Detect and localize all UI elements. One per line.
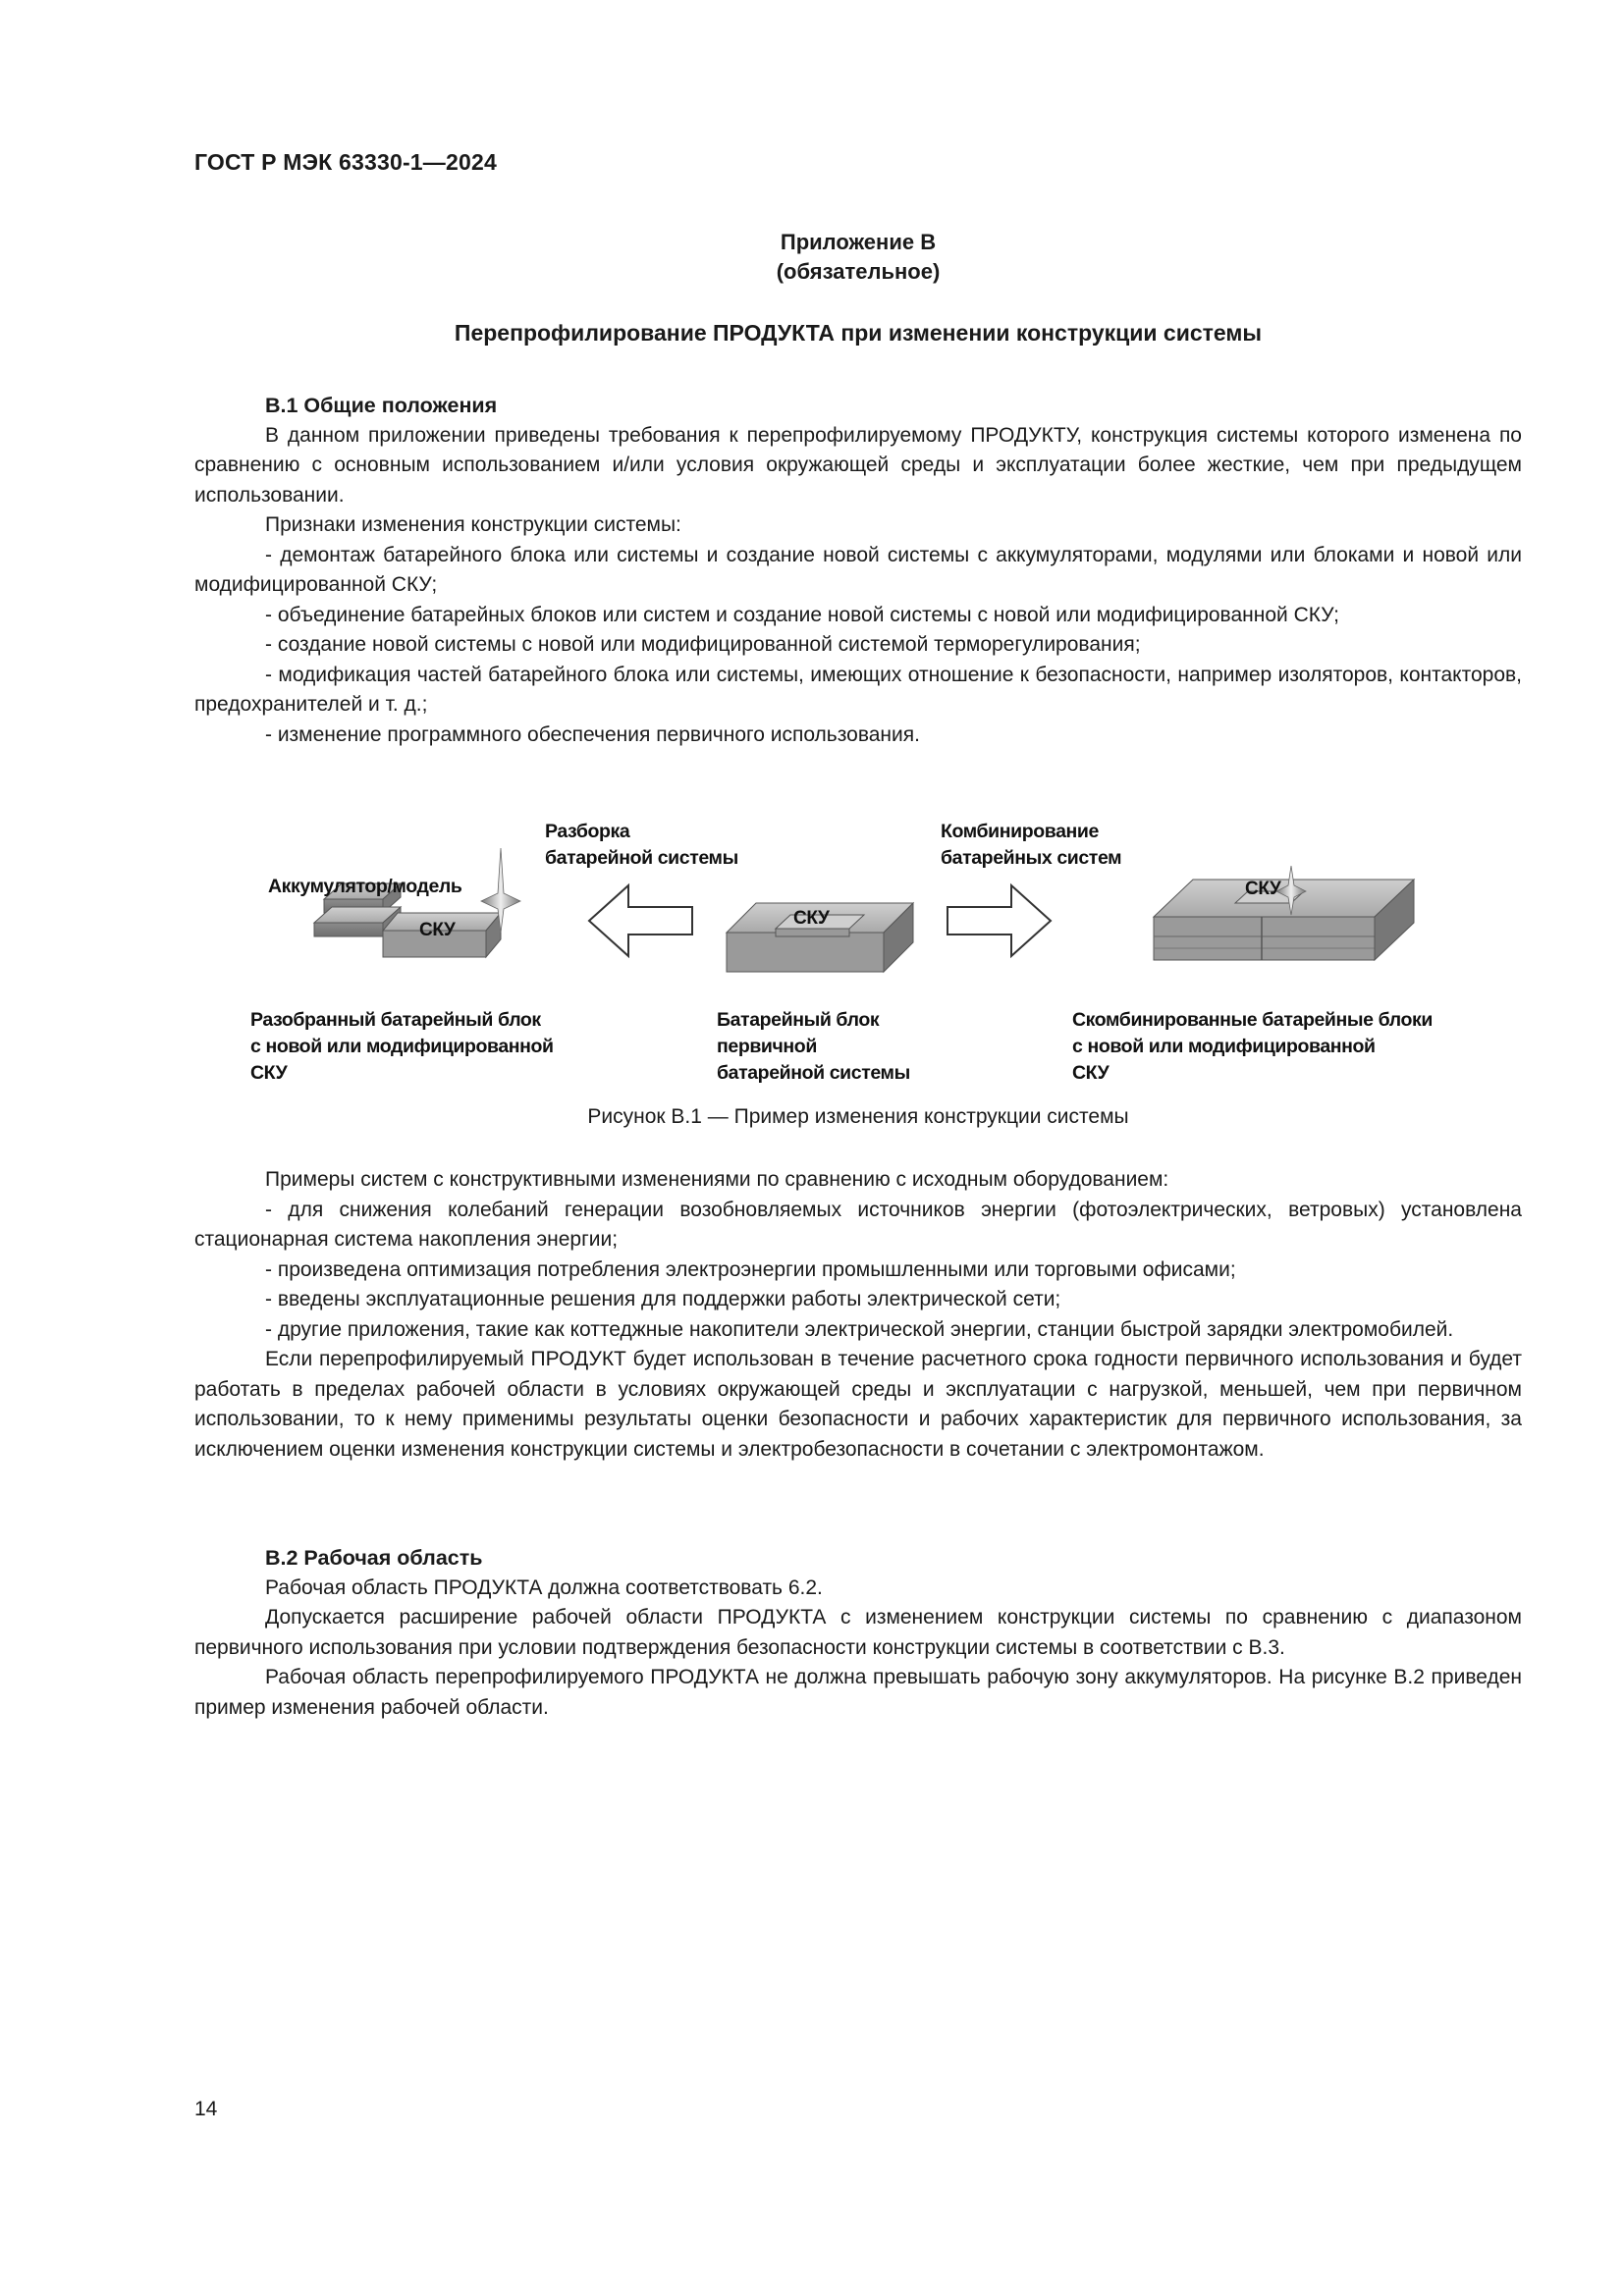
- paragraph: Если перепрофилируемый ПРОДУКТ будет использован в течение расчетного срока годности первичного использования и будет работать в пределах рабочей области в условиях окружающей среды и эксплуатации с нагрузкой, меньшей, чем при первичном использовании, то к нему применимы результаты оценки безопасности и рабочих характеристик для первичного использования, за исключением оценки изменения конструкции системы и электробезопасности в сочетании с электромонтажом.: [194, 1348, 1522, 1461]
- section-general: [194, 391, 1522, 750]
- annex-title: Перепрофилирование ПРОДУКТА при изменении конструкции системы: [454, 320, 1263, 346]
- page-number: 14: [194, 2098, 218, 2120]
- paragraph: Рабочая область перепрофилируемого ПРОДУКТА не должна превышать рабочую зону аккумуляторов. На рисунке В.2 приведен пример изменения рабочей области.: [194, 1666, 1522, 1719]
- list-item: - создание новой системы с новой или модифицированной системой терморегулирования;: [265, 633, 1141, 656]
- section-operating-area: [194, 1543, 1522, 1723]
- document-code: ГОСТ Р МЭК 63330-1—2024: [194, 149, 497, 175]
- paragraph: В данном приложении приведены требования к перепрофилируемому ПРОДУКТУ, конструкция системы которого изменена по сравнению с основным использованием и/или условия окружающей среды и эксплуатации более жесткие, чем при предыдущем использовании.: [194, 423, 1522, 507]
- list-item: - произведена оптимизация потребления электроэнергии промышленными или торговыми офисами;: [265, 1257, 1236, 1281]
- list-item: - изменение программного обеспечения первичного использования.: [265, 722, 920, 746]
- annex-label: Приложение В: [780, 230, 937, 254]
- annex-heading: [194, 228, 1522, 287]
- caption-disassembled-pack: Разобранный батарейный блок с новой или модифицированной СКУ: [250, 1009, 554, 1084]
- disassembled-pack-drawing: [314, 848, 520, 957]
- bms-label-left: СКУ: [419, 920, 456, 940]
- list-item: - объединение батарейных блоков или систем и создание новой системы с новой или модифицированной СКУ;: [265, 603, 1339, 626]
- label-combination-text: Комбинирование батарейных систем: [941, 821, 1122, 869]
- list-item: - демонтаж батарейного блока или системы и создание новой системы с аккумуляторами, модулями или блоками и новой или модифицированной СКУ;: [194, 543, 1522, 596]
- section-examples: [194, 1165, 1522, 1465]
- bms-label-right: СКУ: [1245, 879, 1281, 899]
- paragraph: Примеры систем с конструктивными изменениями по сравнению с исходным оборудованием:: [265, 1168, 1169, 1191]
- bms-label-center: СКУ: [793, 908, 830, 929]
- section-heading: В.1 Общие положения: [265, 394, 498, 417]
- list-item: - для снижения колебаний генерации возобновляемых источников энергии (фотоэлектрических, ветровых) установлена стационарная система накопления энергии;: [194, 1198, 1522, 1251]
- caption-primary-pack: Батарейный блок первичной батарейной системы: [717, 1009, 910, 1084]
- arrow-right-icon: [947, 885, 1051, 956]
- arrow-left-icon: [589, 885, 692, 956]
- label-cell-module: Аккумулятор/модель: [268, 876, 462, 897]
- annex-status: (обязательное): [776, 259, 941, 284]
- combined-pack-drawing: [1154, 866, 1414, 960]
- figure-caption: Рисунок В.1 — Пример изменения конструкции системы: [587, 1105, 1129, 1128]
- label-disassembly: [545, 819, 738, 872]
- section-heading: В.2 Рабочая область: [265, 1546, 483, 1570]
- list-item: - введены эксплуатационные решения для поддержки работы электрической сети;: [265, 1288, 1061, 1310]
- paragraph: Рабочая область ПРОДУКТА должна соответствовать 6.2.: [265, 1575, 823, 1599]
- list-item: - другие приложения, такие как коттеджные накопители электрической энергии, станции быстрой зарядки электромобилей.: [265, 1317, 1454, 1341]
- label-combination: [941, 819, 1121, 872]
- label-disassembly-text: Разборка батарейной системы: [545, 821, 738, 869]
- list-item: - модификация частей батарейного блока или системы, имеющих отношение к безопасности, например изоляторов, контакторов, предохранителей и т. д.;: [194, 663, 1522, 716]
- paragraph: Признаки изменения конструкции системы:: [265, 513, 681, 536]
- caption-combined-pack: Скомбинированные батарейные блоки с новой или модифицированной СКУ: [1072, 1009, 1433, 1084]
- figure-system-change: [236, 815, 1512, 1095]
- paragraph: Допускается расширение рабочей области ПРОДУКТА с изменением конструкции системы по сравнению с диапазоном первичного использования при условии подтверждения безопасности конструкции системы в соответствии с В.3.: [194, 1606, 1522, 1659]
